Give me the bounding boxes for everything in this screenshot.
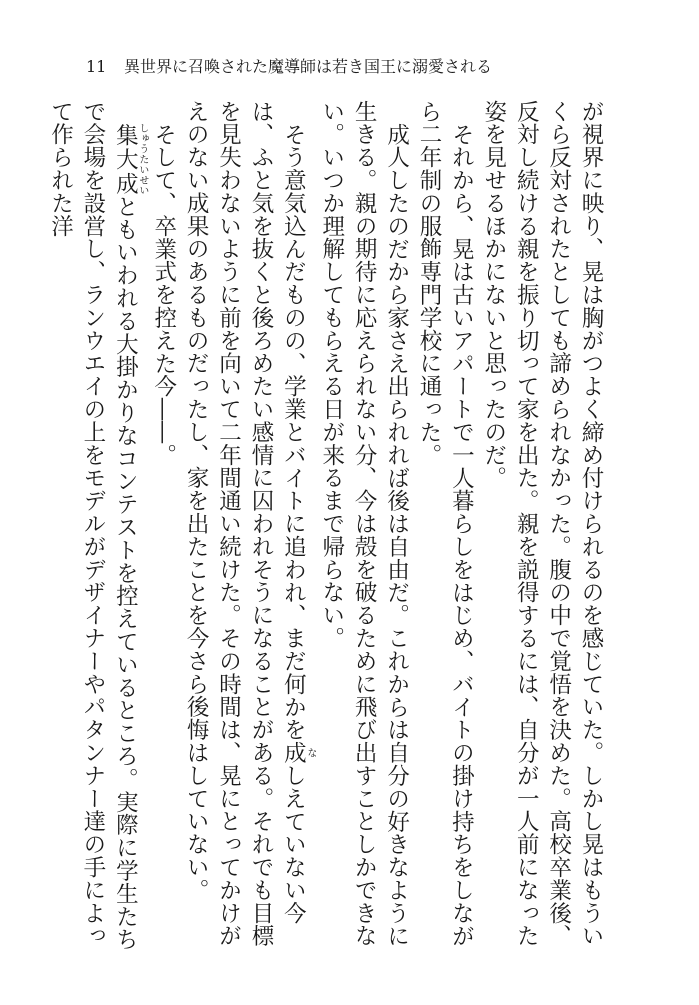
paragraph — [44, 100, 147, 960]
paragraph: それから、晃は古いアパートで一人暮らしをはじめ、バイトの掛け持ちをしながら二年制の服飾専門学校に通った。 — [415, 100, 475, 947]
furigana-word — [112, 122, 148, 196]
running-title: 異世界に召喚された魔導師は若き国王に溺愛される — [124, 57, 493, 76]
page-header — [86, 57, 646, 77]
paragraph-text: ともいわれる大掛かりなコンテストを控えているところ。実際に学生たちで会場を設営し、ランウエイの上をモデルがデザイナーやパタンナー達の手によって作られた洋 — [47, 100, 139, 951]
ruby-base: 成 — [280, 740, 307, 764]
paragraph: そして、卒業式を控えた今――。 — [150, 122, 177, 466]
vertical-body-text — [47, 100, 607, 960]
paragraph: が視界に映り、晃は胸がつよく締め付けられるのを感じていた。しかし晃はもういくら反対されたとしても諦められなかった。腹の中で覚悟を決めた。高校卒業後、反対し続ける親を振り切って家を出た。親を説得するには、自分が一人前になった姿を見せるほかにないと思ったのだ。 — [480, 100, 604, 948]
paragraph-text: しえていない今は、ふと気を抜くと後ろめたい感情に囚われそうになることがある。それでも目標を見失わないように前を向いて二年間通い続けた。その時間は、晃にとってかけがえのない成果のあるものだったし、家を出たことを今さら後悔はしていない。 — [183, 100, 307, 948]
paragraph: 成人したのだから家さえ出られれば後は自由だ。これからは自分の好きなように生きる。親の期待に応えられない分、今は殻を破るために飛び出すことしかできない。いつか理解してもらえる日が来るまで帰らない。 — [318, 100, 410, 948]
page-number: 11 — [86, 57, 107, 76]
furigana: な — [304, 740, 316, 764]
furigana-word — [280, 740, 316, 764]
ruby-base: 集大成 — [112, 122, 139, 196]
paragraph — [180, 100, 316, 960]
paragraph-text: そう意気込んだものの、学業とバイトに追われ、まだ何かを — [280, 122, 307, 741]
furigana: しゅうたいせい — [136, 122, 148, 196]
